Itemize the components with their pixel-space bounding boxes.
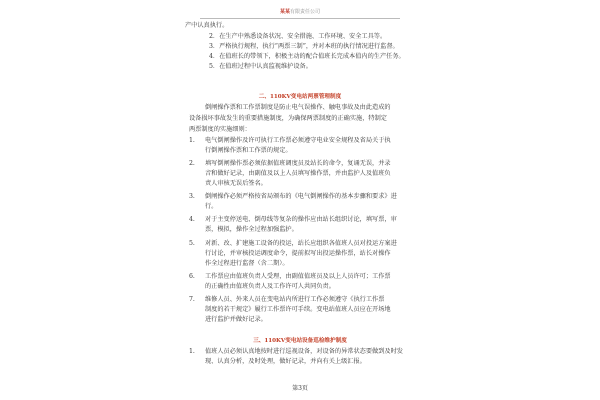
top-item-4: 4．在值班长的带领下，积极主动的配合值班长完成本值内的生产任务。 [209,53,405,60]
s2-item1-line0: 电气倒闸操作及许可执行工作票必须遵守电业安全规程及省局关于执 [205,137,391,144]
s2-item1-line1: 行倒闸操作票和工作票的规定。 [205,147,292,154]
top-item-5: 5．在值班过程中认真监视维护设备。 [209,63,312,70]
s2-item3-line1: 行。 [205,203,218,210]
top-line0: 产中认真执行。 [185,22,229,29]
section2-intro-2: 两票制度的实施细则： [189,126,251,133]
s2-item1-number: 1. [189,137,195,144]
s2-item5-number: 5. [189,240,195,247]
s2-item6-line0: 工作票应由值班负责人受理，由副值值班员及以上人员许可；工作票 [205,273,391,280]
s2-item7-line1: 制度的若干规定》履行工作票许可手续。变电站值班人员应在开场地 [205,306,391,313]
s2-item7-line2: 进行监护并做好记录。 [205,316,267,323]
s2-item6-line1: 的正确性由值班负责人及工作许可人共同负责。 [205,283,335,290]
s2-item7-line0: 维修人员、外来人员在变电站内所进行工作必须遵守《执行工作票 [205,296,385,303]
s2-item2-line1: 音和做好记录，由副值及以上人员填写操作票，并由监护人及值班负 [205,170,391,177]
s2-item4-line1: 票，模拟，操作全过程加强监护。 [205,226,298,233]
s2-item5-line1: 行讨论，并审核投运调度命令，提前拟写出投运操作票，站长对操作 [205,250,391,257]
page-header [0,8,600,15]
section2-intro-0: 倒闸操作票和工作票制度是防止电气误操作、触电事故及由此造成的 [205,104,391,111]
header-brand: 某某 [279,9,290,15]
section2-intro-1: 设备损坏事故发生的重要措施制度，为确保两票制度的正确实施，特制定 [189,115,387,122]
s2-item3-number: 3. [189,193,195,200]
s2-item5-line0: 对新、改、扩建施工设备的投运，站长应组织各值班人员对投运方案进 [205,240,397,247]
header-company: 有限责任公司 [290,9,321,15]
header-divider [200,18,400,19]
s2-item4-number: 4. [189,216,195,223]
top-item-2: 2．在生产中熟悉设备状况、安全措施、工作环境、安全工具等。 [209,33,387,40]
s2-item2-number: 2. [189,160,195,167]
top-item-3: 3．严格执行规程，执行“两票三制”，并对本班的执行情况进行监督。 [209,43,399,50]
s2-item7-number: 7. [189,296,195,303]
s3-item1-line0: 值班人员必须认真地按时进行巡视设备，对设备的异常状态要做到及时发 [205,348,403,355]
s2-item2-line2: 责人审核无误后签名。 [205,180,267,187]
s2-item2-line0: 填写倒闸操作票必须依据值班调度员及站长的命令，复诵无误，并录 [205,160,391,167]
s2-item3-line0: 倒闸操作必须严格按省局颁布的《电气倒闸操作的基本步骤和要求》进 [205,193,397,200]
section2-title: 二、110KV变电站两票管理制度 [258,94,342,100]
s3-item1-number: 1. [189,348,195,355]
s2-item5-line2: 作全过程进行监督（含二期）。 [205,260,289,267]
s2-item6-number: 6. [189,273,195,280]
s2-item4-line0: 对于主变停送电、倒母线等复杂的操作应由站长组织讨论，填写票，审 [205,216,397,223]
section3-title: 三、110KV变电站设备巡检维护制度 [253,338,347,344]
s3-item1-line1: 现、认真分析，及时处理，做好记录，并向有关上级汇报。 [205,358,366,365]
page-number: 第3页 [292,385,308,392]
